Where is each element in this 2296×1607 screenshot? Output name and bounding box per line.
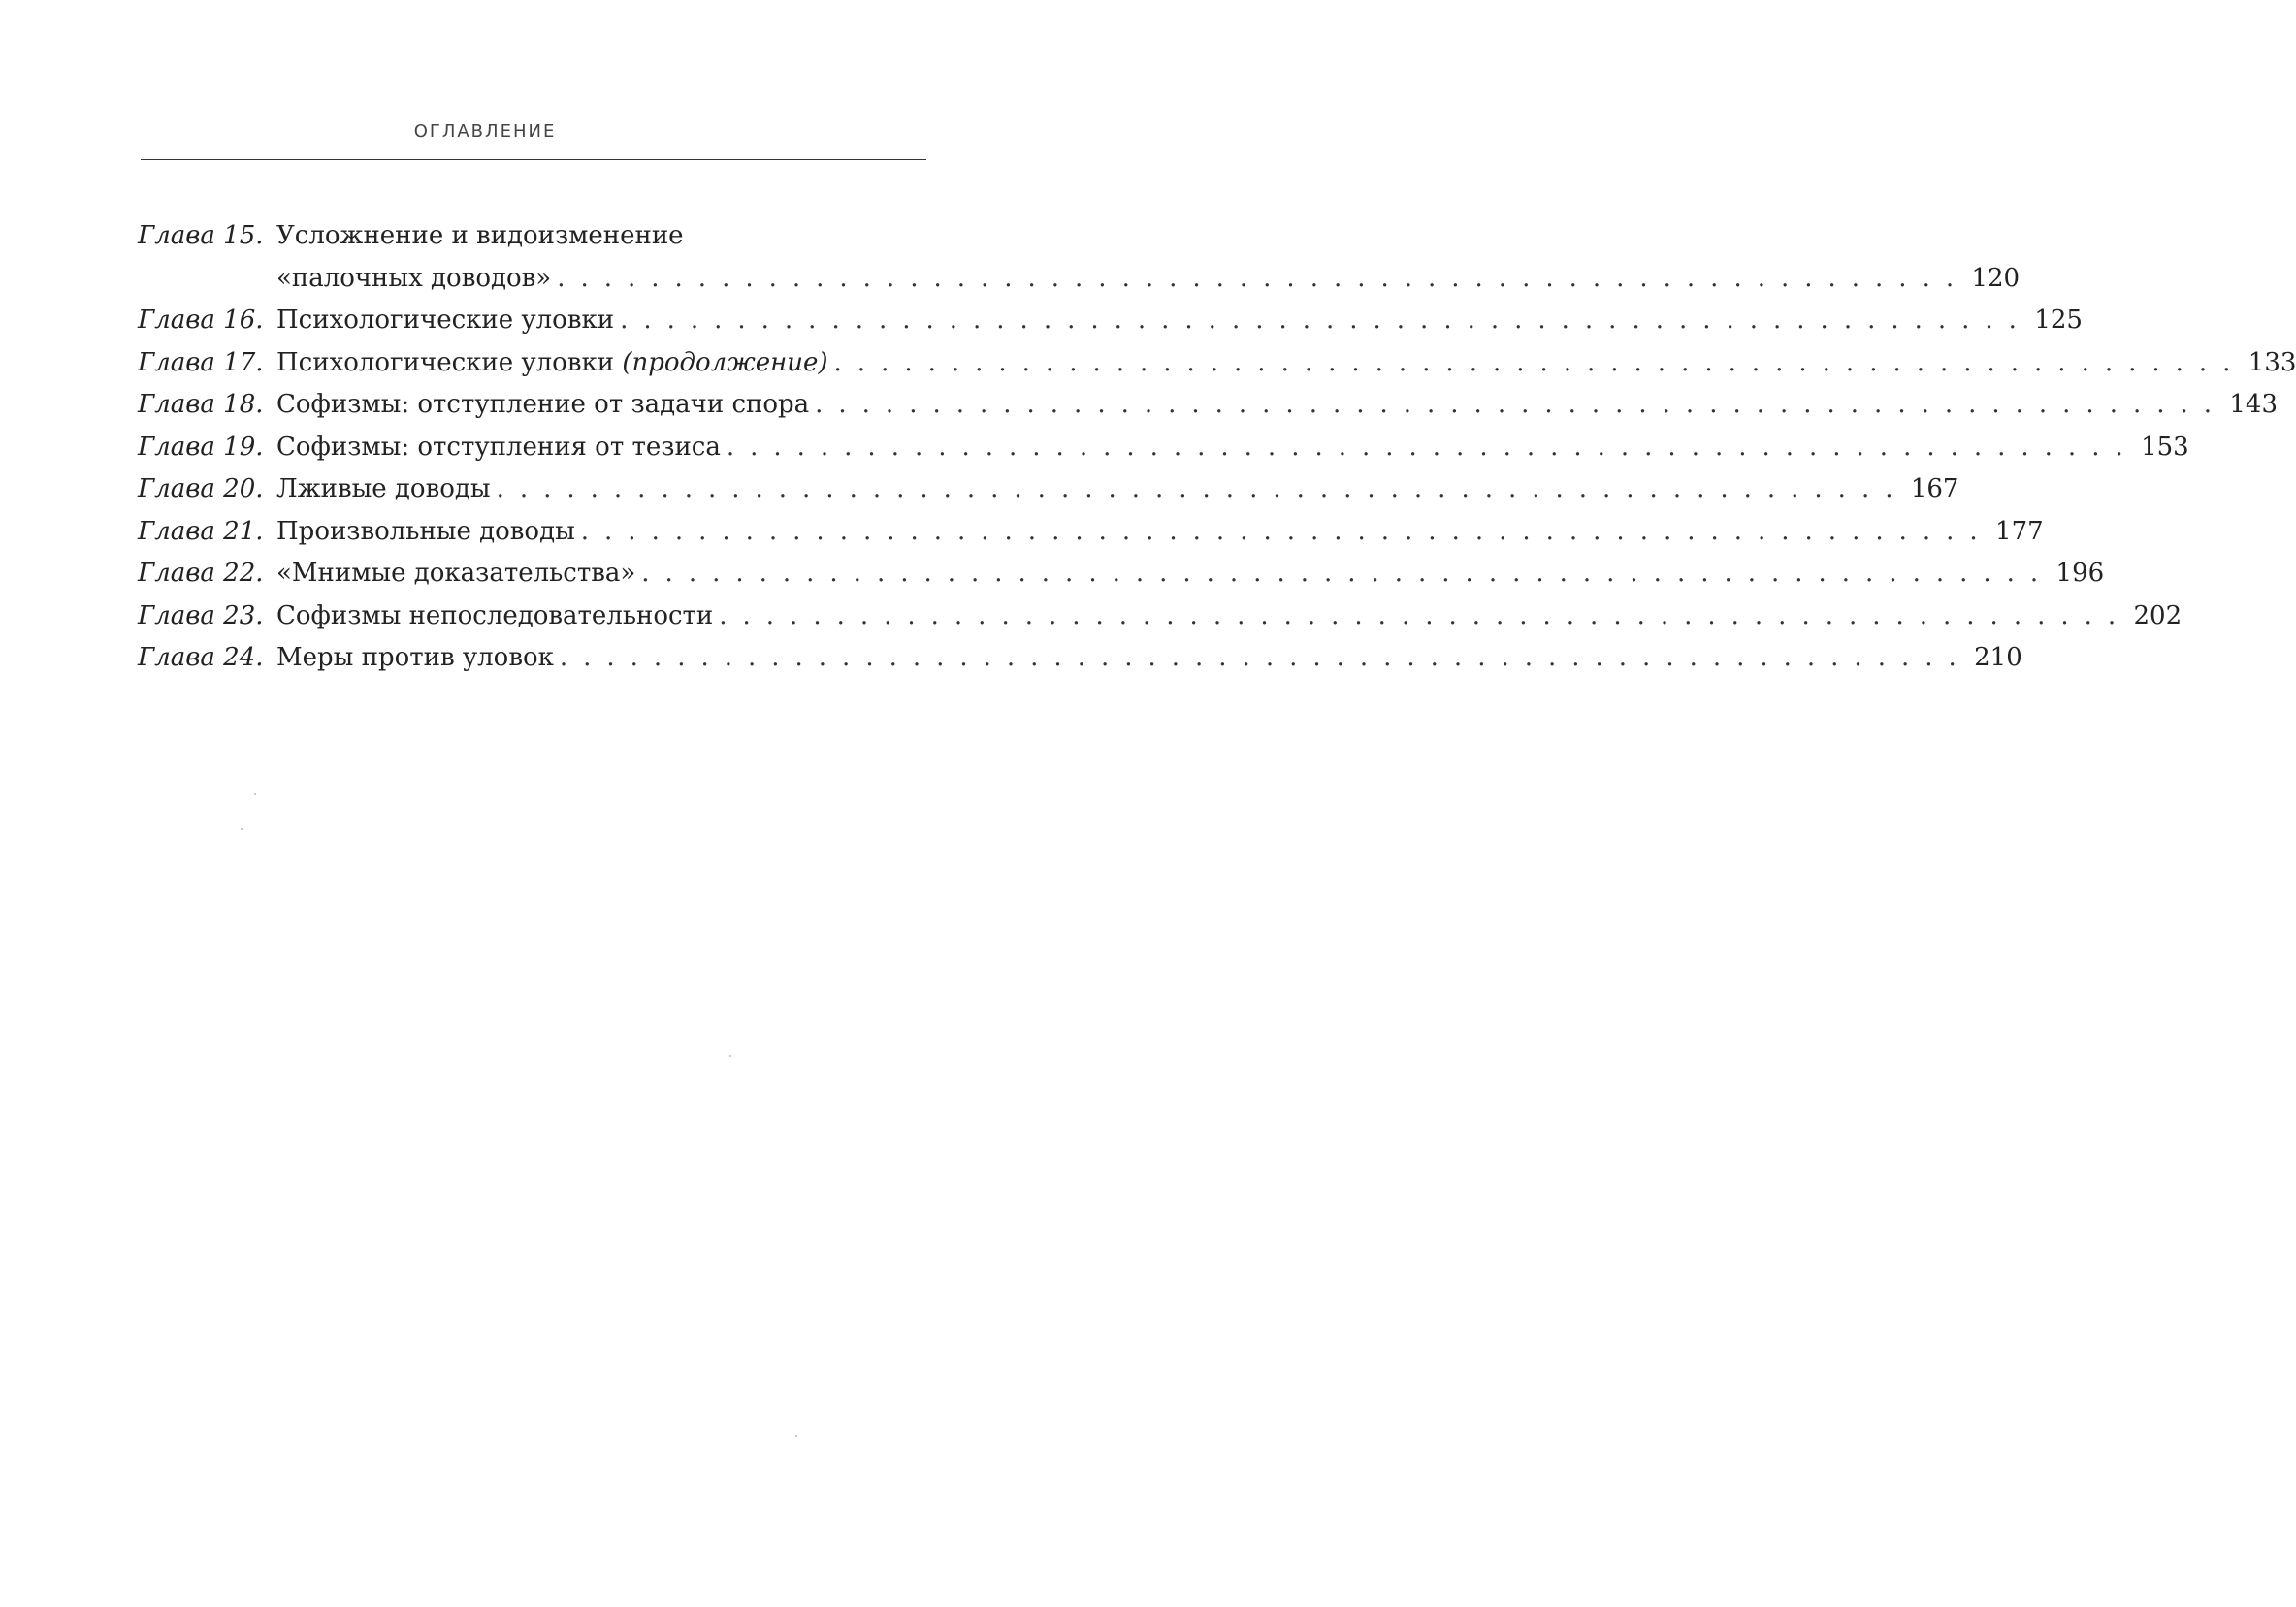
chapter-label: Глава 20. bbox=[138, 474, 264, 503]
chapter-title: Софизмы непоследовательности bbox=[276, 600, 714, 630]
toc-entry-chapter-22[interactable] bbox=[138, 553, 2105, 595]
chapter-title: Лживые доводы bbox=[276, 474, 491, 503]
chapter-label: Глава 19. bbox=[138, 432, 264, 462]
toc-entry-chapter-18[interactable] bbox=[138, 384, 2279, 427]
dot-leader: ............................................................ bbox=[557, 263, 1970, 293]
scan-speck bbox=[795, 1435, 797, 1437]
chapter-title: Психологические уловки bbox=[276, 305, 615, 335]
dot-leader: ............................................................ bbox=[580, 516, 1993, 546]
chapter-title: Меры против уловок bbox=[276, 643, 554, 672]
toc-entry-first-line bbox=[276, 215, 925, 258]
dot-leader: ............................................................ bbox=[726, 432, 2139, 462]
toc-entry-chapter-15[interactable] bbox=[138, 215, 2021, 300]
page-number: 202 bbox=[2133, 600, 2183, 630]
running-head-title: ОГЛАВЛЕНИЕ bbox=[413, 121, 557, 142]
dot-leader: ............................................................ bbox=[815, 390, 2228, 419]
page-number: 143 bbox=[2229, 390, 2279, 419]
chapter-title-line-1: Усложнение и видоизменение bbox=[276, 221, 684, 250]
header-rule bbox=[141, 159, 926, 160]
page-number: 196 bbox=[2055, 559, 2105, 588]
chapter-label: Глава 24. bbox=[138, 643, 264, 672]
toc-entry-chapter-21[interactable] bbox=[138, 511, 2044, 554]
chapter-label: Глава 18. bbox=[138, 390, 264, 419]
chapter-label: Глава 22. bbox=[138, 559, 264, 588]
chapter-label: Глава 17. bbox=[138, 347, 264, 377]
toc-entry-body bbox=[276, 215, 2021, 300]
page-number: 210 bbox=[1974, 643, 2022, 672]
chapter-title: Произвольные доводы bbox=[276, 516, 575, 546]
chapter-title: «Мнимые доказательства» bbox=[276, 559, 636, 588]
page-number: 120 bbox=[1971, 263, 2021, 293]
dot-leader: ............................................................ bbox=[496, 474, 1909, 503]
toc-entry-chapter-23[interactable] bbox=[138, 595, 2183, 638]
dot-leader: ............................................................ bbox=[641, 559, 2054, 588]
dot-leader: ............................................................ bbox=[719, 600, 2132, 630]
chapter-title: Софизмы: отступления от тезиса bbox=[276, 432, 721, 462]
chapter-title: Психологические уловки (продолжение) bbox=[276, 347, 828, 377]
scan-speck bbox=[254, 793, 256, 795]
scan-speck bbox=[241, 828, 243, 830]
toc-entry-chapter-16[interactable] bbox=[138, 300, 2083, 342]
toc-entry-last-line bbox=[276, 258, 2021, 301]
chapter-label: Глава 16. bbox=[138, 305, 264, 335]
dot-leader: ............................................................ bbox=[620, 305, 2032, 335]
toc-entry-chapter-17[interactable] bbox=[138, 342, 2296, 385]
page-number: 177 bbox=[1995, 516, 2044, 546]
page-number: 133 bbox=[2247, 347, 2296, 377]
toc-entry-chapter-24[interactable] bbox=[138, 637, 2022, 680]
chapter-title: «палочных доводов» bbox=[276, 263, 552, 293]
page-number: 167 bbox=[1910, 474, 1959, 503]
page-number: 125 bbox=[2034, 305, 2083, 335]
table-of-contents bbox=[138, 215, 2296, 680]
toc-entry-chapter-20[interactable] bbox=[138, 468, 1959, 511]
scan-speck bbox=[729, 1055, 731, 1057]
dot-leader: ............................................................ bbox=[559, 643, 1972, 672]
page-number: 153 bbox=[2141, 432, 2189, 462]
toc-entry-chapter-19[interactable] bbox=[138, 427, 2189, 469]
chapter-label: Глава 23. bbox=[138, 600, 264, 630]
chapter-label: Глава 15. bbox=[138, 221, 264, 250]
chapter-title: Софизмы: отступление от задачи спора bbox=[276, 390, 810, 419]
chapter-label: Глава 21. bbox=[138, 516, 264, 546]
dot-leader: ............................................................ bbox=[833, 347, 2247, 377]
